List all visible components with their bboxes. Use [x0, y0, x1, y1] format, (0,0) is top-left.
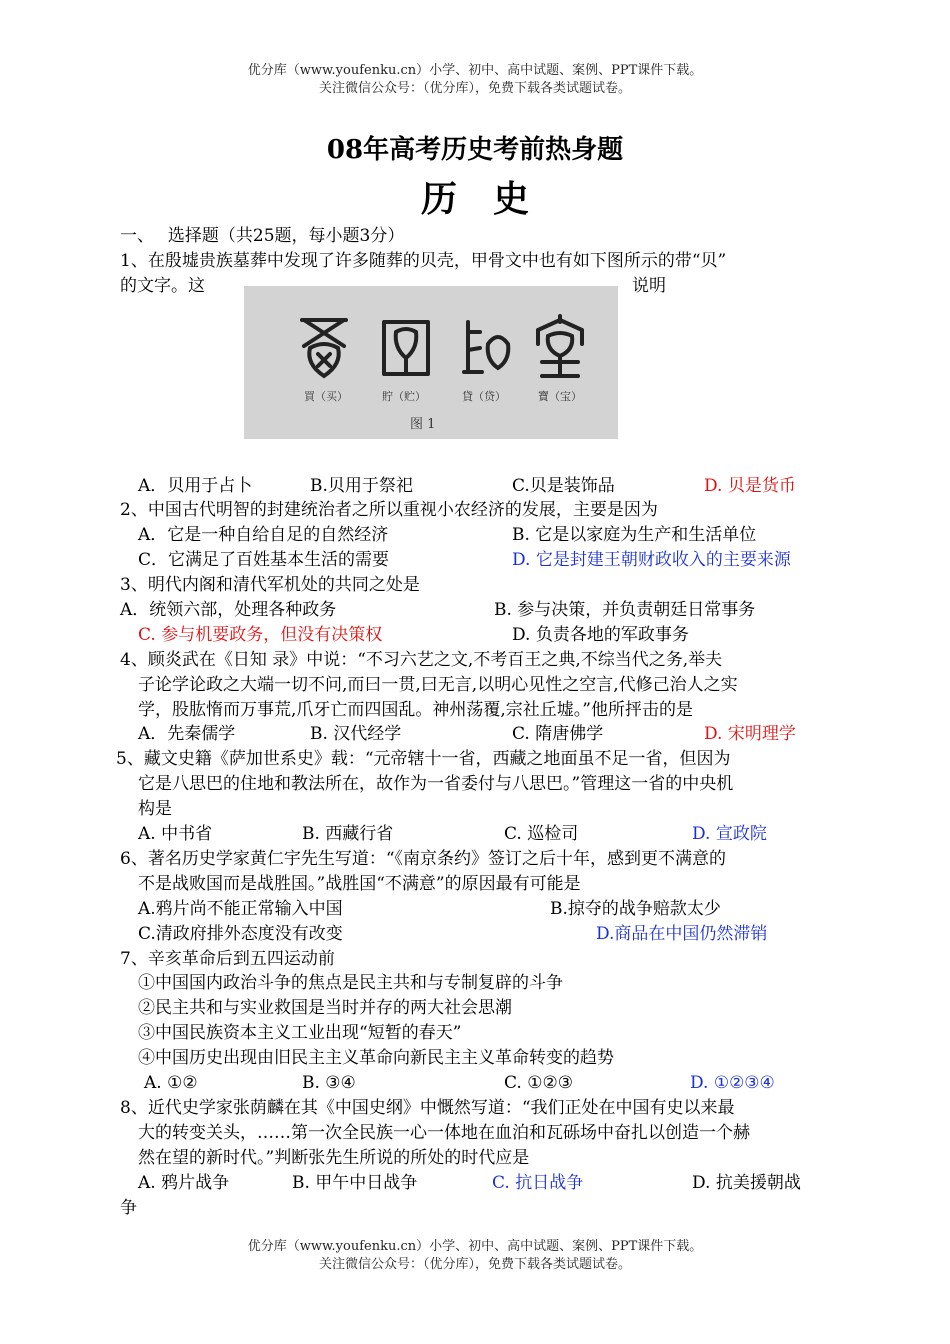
q1-stem-2: 的文字。这	[120, 276, 205, 296]
q3-option-d: D. 负责各地的军政事务	[512, 625, 689, 645]
q2-option-b: B. 它是以家庭为生产和生活单位	[512, 525, 757, 545]
q7-statement-4: ④中国历史出现由旧民主主义革命向新民主主义革命转变的趋势	[138, 1048, 614, 1068]
glyph-label-mai: 買（买）	[304, 390, 348, 403]
q2-option-c: C．它满足了百姓基本生活的需要	[138, 550, 390, 570]
q6-option-d-answer: D.商品在中国仍然滞销	[596, 924, 768, 944]
q8-option-d-wrap: 争	[120, 1198, 137, 1218]
q3-stem: 3、明代内阁和清代军机处的共同之处是	[120, 575, 420, 595]
q6-stem-2: 不是战败国而是战胜国。”战胜国“不满意”的原因最有可能是	[138, 874, 581, 894]
q5-option-a: A. 中书省	[138, 824, 213, 844]
header-line-1: 优分库（www.youfenku.cn）小学、初中、高中试题、案例、PPT课件下载。	[247, 63, 703, 78]
q5-stem-2: 它是八思巴的住地和教法所在，故作为一省委付与八思巴。”管理这一省的中央机	[138, 774, 734, 794]
subject-title: 历 史	[420, 178, 529, 220]
q5-option-b: B. 西藏行省	[302, 824, 394, 844]
q2-option-a: A．它是一种自给自足的自然经济	[138, 525, 389, 545]
q1-option-b: B.贝用于祭祀	[310, 476, 413, 496]
q6-option-a: A.鸦片尚不能正常输入中国	[138, 899, 343, 919]
q6-stem-1: 6、著名历史学家黄仁宇先生写道：“《南京条约》签订之后十年，感到更不满意的	[120, 849, 727, 869]
q2-stem: 2、中国古代明智的封建统治者之所以重视小农经济的发展，主要是因为	[120, 500, 658, 520]
q3-option-c-answer: C. 参与机要政务，但没有决策权	[138, 625, 383, 645]
q4-stem-1: 4、顾炎武在《日知 录》中说：“不习六艺之文,不考百王之典,不综当代之务,举夫	[120, 650, 723, 670]
q5-option-c: C. 巡检司	[504, 824, 579, 844]
q7-statement-2: ②民主共和与实业救国是当时并存的两大社会思潮	[138, 998, 512, 1018]
q4-stem-3: 学，股肱惰而万事荒,爪牙亡而四国乱。神州荡覆,宗社丘墟。”他所抨击的是	[138, 700, 693, 720]
q3-option-a: A．统领六部，处理各种政务	[120, 600, 337, 620]
q8-option-b: B. 甲午中日战争	[292, 1173, 418, 1193]
q5-stem-3: 构是	[138, 799, 172, 819]
header-line-2: 关注微信公众号：（优分库），免费下载各类试题试卷。	[318, 81, 631, 96]
glyph-label-dai: 貸（贷）	[462, 390, 506, 403]
q4-option-b: B. 汉代经学	[310, 724, 402, 744]
q7-option-b: B. ③④	[302, 1073, 356, 1093]
q8-option-a: A. 鸦片战争	[138, 1173, 230, 1193]
footer-line-2: 关注微信公众号：（优分库），免费下载各类试题试卷。	[318, 1257, 631, 1272]
q8-stem-1: 8、近代史学家张荫麟在其《中国史纲》中慨然写道：“我们正处在中国有史以来最	[120, 1098, 735, 1118]
q7-option-c: C. ①②③	[504, 1073, 573, 1093]
q4-option-c: C. 隋唐佛学	[512, 724, 604, 744]
q4-option-a: A．先秦儒学	[138, 724, 236, 744]
q6-option-b: B.掠夺的战争赔款太少	[550, 899, 721, 919]
q4-option-d-answer: D. 宋明理学	[704, 724, 796, 744]
q7-statement-1: ①中国国内政治斗争的焦点是民主共和与专制复辟的斗争	[138, 973, 563, 993]
q2-option-d-answer: D. 它是封建王朝财政收入的主要来源	[512, 550, 791, 570]
glyph-dai	[460, 314, 512, 380]
q5-stem-1: 5、藏文史籍《萨加世系史》载：“元帝辖十一省，西藏之地面虽不足一省，但因为	[116, 749, 731, 769]
q8-option-d: D. 抗美援朝战	[692, 1173, 801, 1193]
glyph-label-zhu: 貯（贮）	[382, 390, 426, 403]
oracle-bone-figure	[244, 286, 618, 439]
q8-option-c-answer: C. 抗日战争	[492, 1173, 584, 1193]
q7-stem: 7、辛亥革命后到五四运动前	[120, 949, 335, 969]
q1-stem-2b: 说明	[632, 276, 666, 296]
q7-option-a: A. ①②	[144, 1073, 198, 1093]
glyph-label-bao: 寶（宝）	[538, 390, 582, 403]
page-title: 08年高考历史考前热身题	[326, 135, 624, 165]
q5-option-d-answer: D. 宣政院	[692, 824, 767, 844]
q7-statement-3: ③中国民族资本主义工业出现“短暂的春天”	[138, 1023, 462, 1043]
q1-option-a: A．贝用于占卜	[138, 476, 253, 496]
glyph-bao	[534, 314, 586, 380]
footer-line-1: 优分库（www.youfenku.cn）小学、初中、高中试题、案例、PPT课件下载。	[247, 1239, 703, 1254]
figure-caption: 图 1	[410, 417, 436, 432]
q1-option-d-answer: D. 贝是货币	[704, 476, 796, 496]
q7-option-d-answer: D. ①②③④	[690, 1073, 775, 1093]
glyph-zhu	[380, 314, 432, 380]
q6-option-c: C.清政府排外态度没有改变	[138, 924, 343, 944]
q4-stem-2: 子论学论政之大端一切不问,而曰一贯,曰无言,以明心见性之空言,代修己治人之实	[138, 675, 738, 695]
q8-stem-3: 然在望的新时代。”判断张先生所说的所处的时代应是	[138, 1148, 530, 1168]
q1-option-c: C.贝是装饰品	[512, 476, 615, 496]
q8-stem-2: 大的转变关头，……第一次全民族一心一体地在血泊和瓦砾场中奋扎以创造一个赫	[138, 1123, 750, 1143]
section-heading: 一、 选择题（共25题，每小题3分）	[120, 226, 405, 246]
q1-stem-1: 1、在殷墟贵族墓葬中发现了许多随葬的贝壳，甲骨文中也有如下图所示的带“贝”	[120, 251, 727, 271]
glyph-mai	[298, 314, 350, 380]
q3-option-b: B. 参与决策，并负责朝廷日常事务	[494, 600, 756, 620]
